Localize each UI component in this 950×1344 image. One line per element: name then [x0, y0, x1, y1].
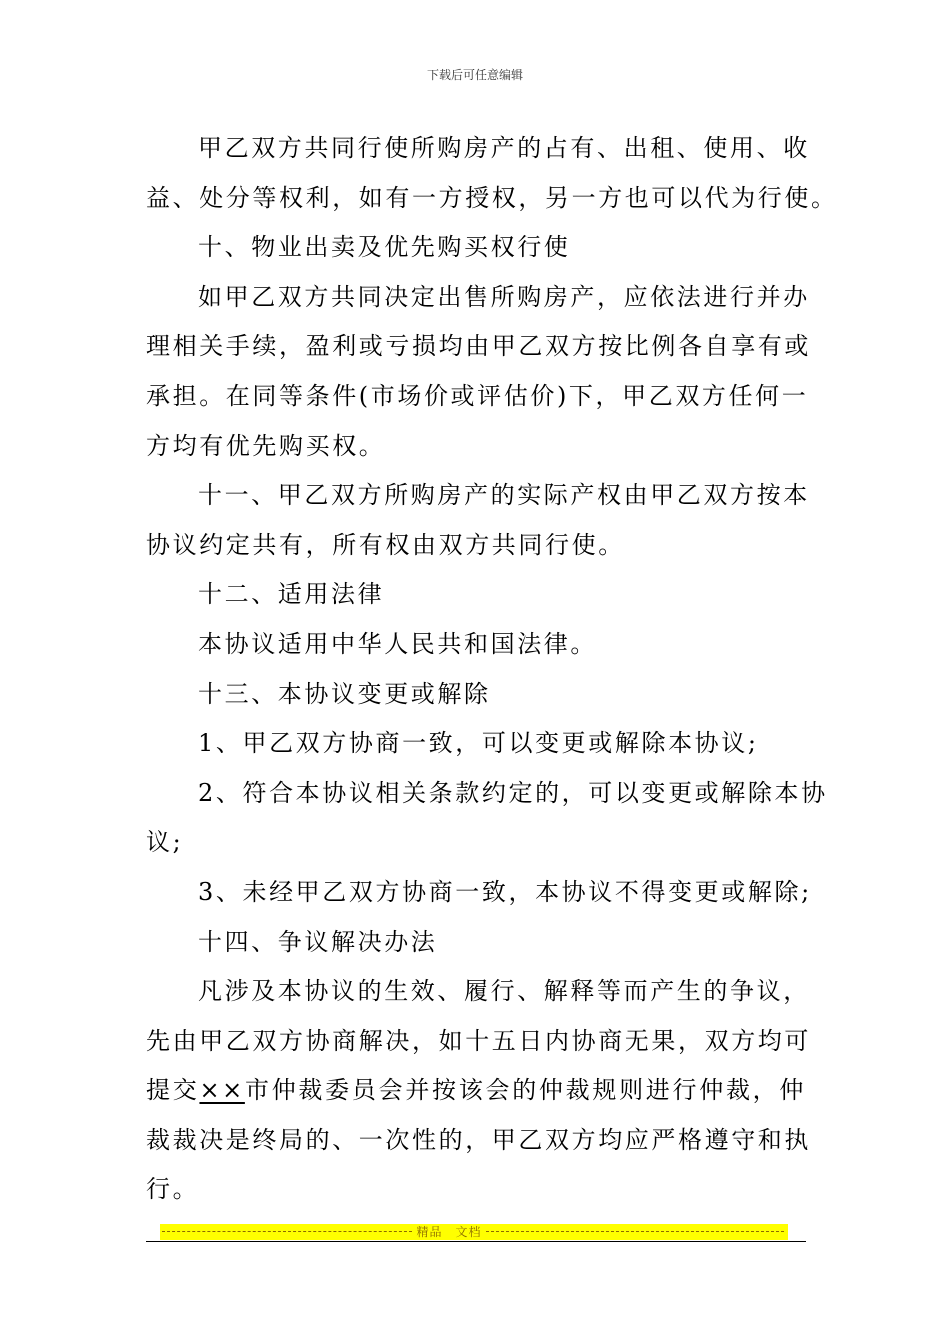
- paragraph-line: [146, 1116, 811, 1166]
- footer-banner: [160, 1224, 788, 1240]
- line-text: 十一、甲乙双方所购房产的实际产权由甲乙双方按本: [198, 481, 810, 510]
- line-text: 3、未经甲乙双方协商一致，本协议不得变更或解除;: [198, 877, 812, 906]
- paragraph-line: [146, 174, 838, 224]
- paragraph-line: [146, 372, 809, 422]
- page-header: 下载后可任意编辑: [426, 68, 523, 82]
- paragraph-line: [146, 273, 810, 323]
- paragraph-line: [146, 223, 806, 273]
- paragraph-line: [146, 967, 810, 1017]
- line-text: 议;: [146, 828, 184, 857]
- paragraph-line: [146, 769, 828, 819]
- paragraph-line: [146, 124, 810, 174]
- paragraph-line: [146, 422, 806, 472]
- paragraph-line: [146, 570, 806, 620]
- line-text: 方均有优先购买权。: [146, 431, 386, 460]
- line-text: 十、物业出卖及优先购买权行使: [198, 233, 571, 262]
- line-text: 先由甲乙双方协商解决，如十五日内协商无果，双方均可: [146, 1026, 811, 1055]
- paragraph-line: [146, 670, 806, 720]
- footer-divider: [146, 1241, 806, 1242]
- line-text: 1、甲乙双方协商一致，可以变更或解除本协议;: [198, 729, 759, 758]
- line-text: 如甲乙双方共同决定出售所购房产，应依法进行并办: [198, 282, 810, 311]
- paragraph-line: [146, 1017, 811, 1067]
- line-text: 协议约定共有，所有权由双方共同行使。: [146, 530, 625, 559]
- underlined-placeholder: ××: [199, 1076, 245, 1105]
- paragraph-line: [146, 1066, 806, 1116]
- document-body: [146, 124, 838, 1215]
- paragraph-line: [146, 322, 811, 372]
- paragraph-line: [146, 471, 810, 521]
- paragraph-line: [146, 719, 806, 769]
- footer-label: 精品 文档: [412, 1224, 486, 1240]
- line-text: 十三、本协议变更或解除: [198, 679, 491, 708]
- line-text: 市仲裁委员会并按该会的仲裁规则进行仲裁，仲: [244, 1076, 806, 1105]
- paragraph-line: [146, 918, 806, 968]
- paragraph-line: [146, 620, 806, 670]
- line-text: 凡涉及本协议的生效、履行、解释等而产生的争议，: [198, 977, 810, 1006]
- line-text: 十四、争议解决办法: [198, 927, 438, 956]
- line-text: 裁裁决是终局的、一次性的，甲乙双方均应严格遵守和执: [146, 1125, 811, 1154]
- line-text: 益、处分等权利，如有一方授权，另一方也可以代为行使。: [146, 183, 838, 212]
- line-text: 行。: [146, 1175, 200, 1204]
- line-text: 提交: [146, 1076, 200, 1105]
- footer-dash-right: [486, 1231, 784, 1232]
- paragraph-line: [146, 521, 806, 571]
- line-text: 十二、适用法律: [198, 580, 385, 609]
- line-text: 理相关手续，盈利或亏损均由甲乙双方按比例各自享有或: [146, 332, 811, 361]
- paragraph-line: [146, 1165, 806, 1215]
- line-text: 2、符合本协议相关条款约定的，可以变更或解除本协: [198, 778, 828, 807]
- paragraph-line: [146, 868, 812, 918]
- footer-dash-left: [162, 1231, 412, 1232]
- line-text: 承担。在同等条件(市场价或评估价)下，甲乙双方任何一: [146, 381, 809, 410]
- line-text: 本协议适用中华人民共和国法律。: [198, 629, 597, 658]
- line-text: 甲乙双方共同行使所购房产的占有、出租、使用、收: [198, 134, 810, 162]
- paragraph-line: [146, 818, 806, 868]
